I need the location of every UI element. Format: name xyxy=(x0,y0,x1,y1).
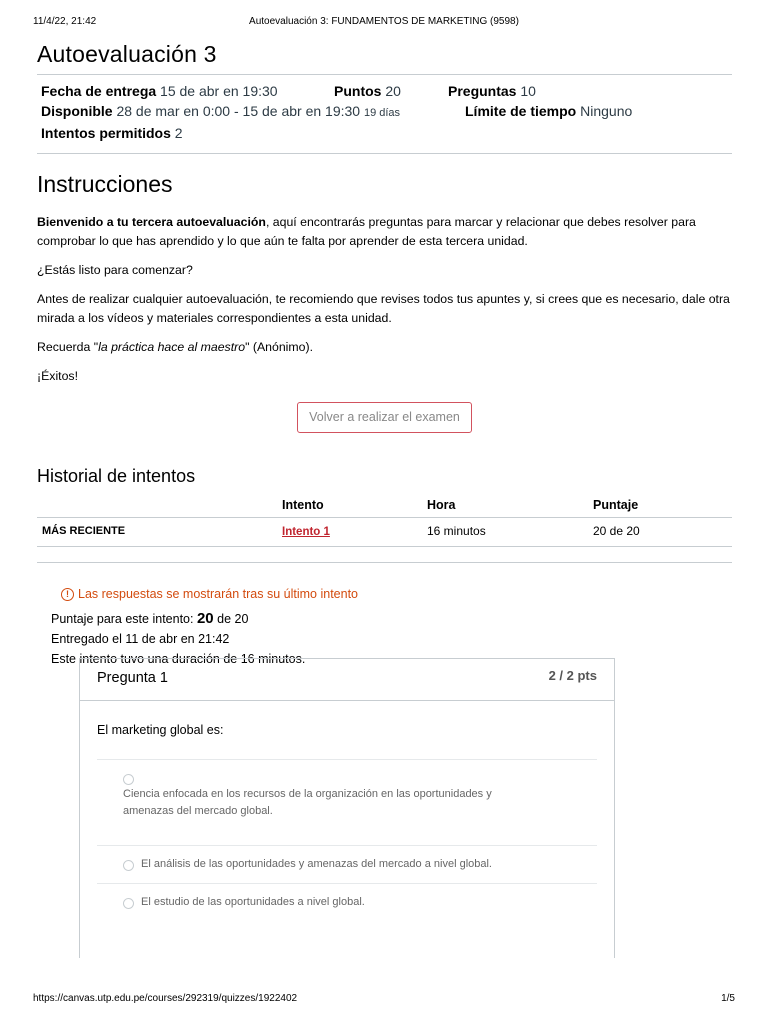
instructions-welcome-rest: , aquí encontrarás preguntas para marcar y relacionar que debes resolver para comprobar lo que has aprendido y lo que aún te falta por aprender de esta tercera unidad. xyxy=(37,215,696,248)
warning-circle-icon: ! xyxy=(61,588,74,601)
answer-option[interactable] xyxy=(97,883,597,923)
quiz-details xyxy=(37,75,732,153)
attempt-history-table xyxy=(37,493,732,544)
due-label: Fecha de entrega xyxy=(41,83,157,99)
attempt-link[interactable]: Intento 1 xyxy=(282,525,330,538)
instructions-title: Instrucciones xyxy=(37,171,173,197)
table-header-row xyxy=(37,493,732,517)
quiz-content xyxy=(37,36,732,669)
radio-button[interactable] xyxy=(123,898,134,909)
time-limit-label: Límite de tiempo xyxy=(465,103,577,119)
instructions-welcome: Bienvenido a tu tercera autoevaluación xyxy=(37,215,266,229)
points-value: 20 xyxy=(385,83,401,99)
instructions-quote xyxy=(37,338,732,357)
available xyxy=(41,103,400,119)
question-card xyxy=(79,658,615,958)
answer-list xyxy=(97,759,597,923)
instructions-body xyxy=(37,213,732,386)
most-recent-label: MÁS RECIENTE xyxy=(42,524,126,537)
answer-text: El estudio de las oportunidades a nivel global. xyxy=(141,896,365,908)
questions-value: 10 xyxy=(520,83,536,99)
retake-container xyxy=(37,402,732,434)
answer-text: El análisis de las oportunidades y amenazas del mercado a nivel global. xyxy=(141,858,492,870)
attempt-duration: Este intento tuvo una duración de 16 minutos. xyxy=(51,652,306,666)
divider xyxy=(37,562,732,563)
available-value: 28 de mar en 0:00 - 15 de abr en 19:30 xyxy=(116,103,361,119)
available-label: Disponible xyxy=(41,103,113,119)
instructions-paragraph: ¿Estás listo para comenzar? xyxy=(37,263,193,277)
attempts-value: 2 xyxy=(174,125,183,141)
radio-button[interactable] xyxy=(123,774,134,785)
submitted-date: Entregado el 11 de abr en 21:42 xyxy=(51,632,230,646)
questions-label: Preguntas xyxy=(448,83,517,99)
quote-prefix: Recuerda " xyxy=(37,340,99,354)
time-cell: 16 minutos xyxy=(427,523,486,538)
score-total: de 20 xyxy=(217,612,249,626)
table-header-score: Puntaje xyxy=(593,493,732,517)
instructions-paragraph: ¡Éxitos! xyxy=(37,369,78,383)
answers-notice xyxy=(61,585,732,603)
quote-suffix: " (Anónimo). xyxy=(245,340,313,354)
question-points: 2 / 2 pts xyxy=(548,668,597,683)
instructions-paragraph: Antes de realizar cualquier autoevaluación, te recomiendo que revises todos tus apuntes y, si crees que es necesario, dale otra mirada a los vídeos y materiales correspondientes a esta unidad. xyxy=(37,292,730,325)
quote-text: la práctica hace al maestro xyxy=(98,340,246,354)
print-page-number: 1/5 xyxy=(721,993,735,1004)
time-limit xyxy=(465,103,632,119)
due-value: 15 de abr en 19:30 xyxy=(160,83,278,99)
question-text: El marketing global es: xyxy=(97,723,224,737)
retake-quiz-button[interactable]: Volver a realizar el examen xyxy=(297,402,472,433)
questions-count xyxy=(448,83,536,99)
answer-option[interactable] xyxy=(97,845,597,883)
attempts-allowed xyxy=(41,125,183,141)
question-title: Pregunta 1 xyxy=(97,670,168,686)
divider xyxy=(37,153,732,154)
available-days: 19 días xyxy=(363,107,401,119)
divider xyxy=(37,546,732,547)
print-url: https://canvas.utp.edu.pe/courses/292319/quizzes/1922402 xyxy=(33,993,298,1004)
attempt-cell xyxy=(282,517,427,544)
attempt-history-title: Historial de intentos xyxy=(37,466,196,486)
answer-text: Ciencia enfocada en los recursos de la organización en las oportunidades y amenazas del mercado global. xyxy=(123,788,492,817)
answer-option[interactable] xyxy=(97,759,597,845)
table-header-empty xyxy=(37,493,282,517)
score-cell: 20 de 20 xyxy=(593,523,640,538)
due-date xyxy=(41,83,278,99)
attempt-score xyxy=(51,609,732,629)
print-datetime: 11/4/22, 21:42 xyxy=(33,16,97,27)
instructions-paragraph xyxy=(37,213,732,251)
question-header xyxy=(80,659,614,701)
table-header-attempt: Intento xyxy=(282,493,427,517)
points-label: Puntos xyxy=(334,83,382,99)
attempts-label: Intentos permitidos xyxy=(41,125,171,141)
table-row xyxy=(37,517,732,544)
radio-button[interactable] xyxy=(123,860,134,871)
score-label: Puntaje para este intento: xyxy=(51,612,194,626)
notice-text: Las respuestas se mostrarán tras su último intento xyxy=(78,587,358,601)
quiz-title: Autoevaluación 3 xyxy=(37,41,217,67)
score-value: 20 xyxy=(196,610,214,627)
points xyxy=(334,83,401,99)
print-page-title: Autoevaluación 3: FUNDAMENTOS DE MARKETING (9598) xyxy=(249,16,519,27)
time-limit-value: Ninguno xyxy=(580,103,633,119)
table-header-time: Hora xyxy=(427,493,593,517)
print-header xyxy=(33,16,735,30)
